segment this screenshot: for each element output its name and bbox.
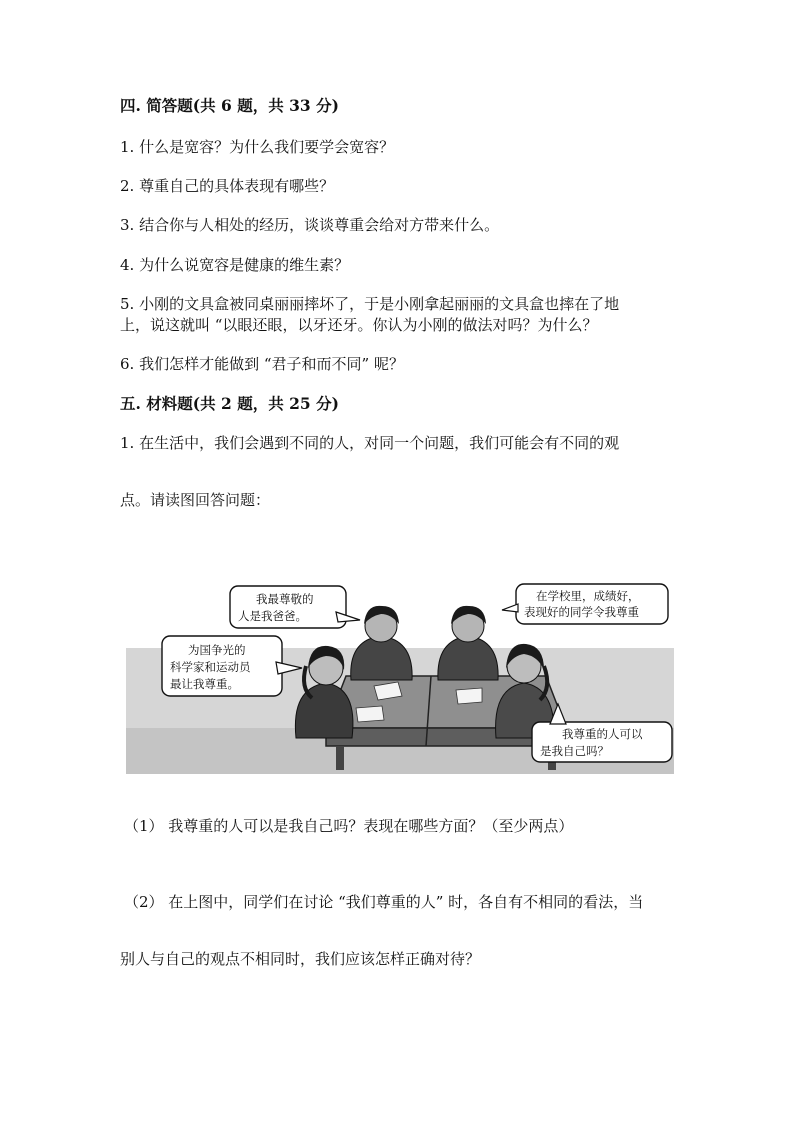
student-boy-back-left: [351, 606, 412, 680]
question-4-3: 3. 结合你与人相处的经历，谈谈尊重会给对方带来什么。: [120, 216, 500, 234]
question-4-6: 6. 我们怎样才能做到 “君子和而不同” 呢？: [120, 355, 404, 373]
question-4-5-line2: 上，说这就叫 “以眼还眼，以牙还牙。你认为小刚的做法对吗？为什么？: [120, 316, 598, 334]
speech-bubble-left: [162, 636, 302, 696]
section-4-heading: 四. 简答题(共 6 题，共 33 分): [120, 96, 339, 115]
bubble-bottom-right-line2: 是我自己吗？: [540, 744, 609, 758]
question-5-1-line2: 点。请读图回答问题：: [120, 491, 271, 509]
speech-bubble-top-right: [502, 584, 668, 624]
sub-question-1: （1） 我尊重的人可以是我自己吗？表现在哪些方面？（至少两点）: [124, 817, 574, 835]
sub-question-2-line1: （2） 在上图中，同学们在讨论 “我们尊重的人” 时，各自有不相同的看法，当: [124, 893, 644, 911]
sub-question-2-line2: 别人与自己的观点不相同时，我们应该怎样正确对待？: [120, 950, 481, 968]
bubble-top-left-line1: 我最尊敬的: [256, 592, 314, 606]
bubble-left-line1: 为国争光的: [188, 643, 246, 657]
bubble-top-right-line2: 表现好的同学令我尊重: [524, 605, 639, 619]
speech-bubble-top-left: [230, 586, 360, 628]
discussion-illustration: [126, 578, 674, 774]
question-4-5-line1: 5. 小刚的文具盒被同桌丽丽摔坏了，于是小刚拿起丽丽的文具盒也摔在了地: [120, 295, 620, 313]
bubble-left-line3: 最让我尊重。: [170, 677, 239, 691]
question-4-1: 1. 什么是宽容？为什么我们要学会宽容？: [120, 138, 395, 156]
bubble-bottom-right-line1: 我尊重的人可以: [562, 727, 643, 741]
section-5-heading: 五. 材料题(共 2 题，共 25 分): [120, 394, 339, 413]
bubble-left-line2: 科学家和运动员: [170, 660, 251, 674]
question-4-4: 4. 为什么说宽容是健康的维生素？: [120, 256, 350, 274]
student-boy-back-right: [438, 606, 498, 680]
bubble-top-left-line2: 人是我爸爸。: [238, 609, 307, 623]
question-4-2: 2. 尊重自己的具体表现有哪些？: [120, 177, 335, 195]
question-5-1-line1: 1. 在生活中，我们会遇到不同的人，对同一个问题，我们可能会有不同的观: [120, 434, 620, 452]
bubble-top-right-line1: 在学校里，成绩好，: [536, 589, 640, 603]
